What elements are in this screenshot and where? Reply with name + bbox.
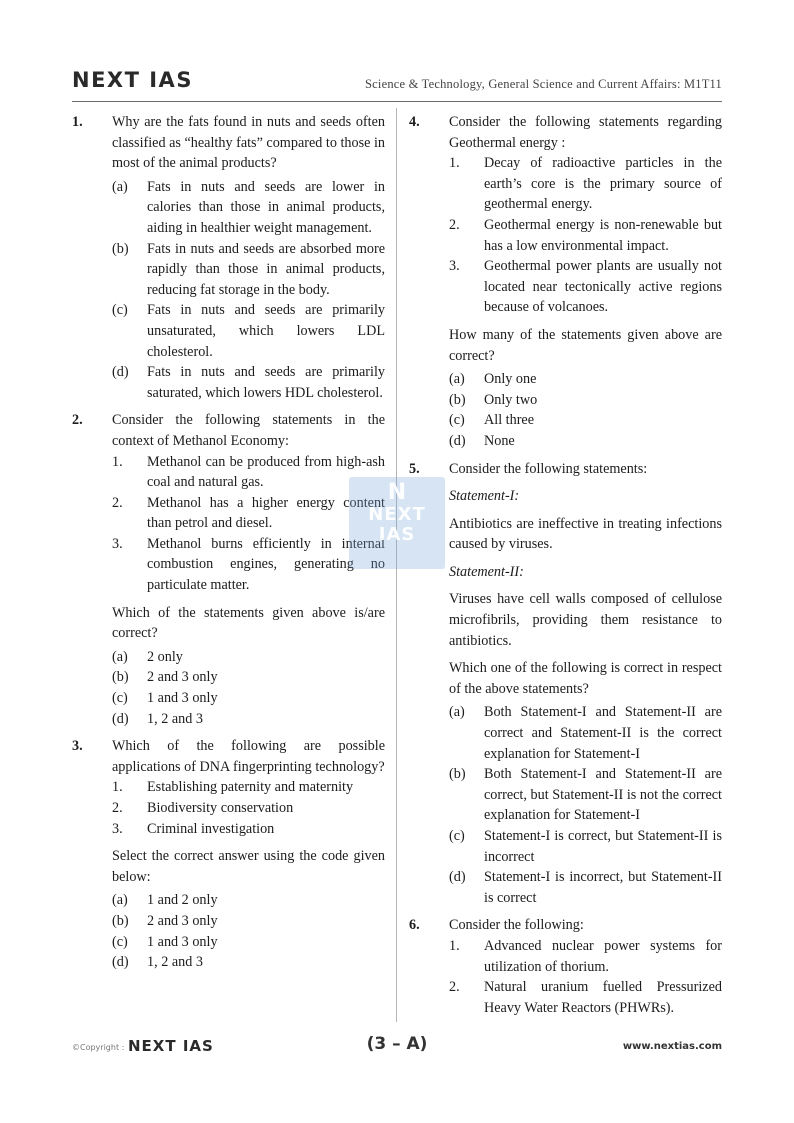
option-b: (b) 2 and 3 only (112, 912, 218, 929)
statement-1: 1. Advanced nuclear power systems for utilization of thorium. (449, 937, 722, 975)
question-number: 6. (409, 917, 420, 934)
option-a: (a) Fats in nuts and seeds are lower in calories than those in animal products, aiding in healthier weight management. (112, 178, 385, 236)
option-a: (a) 2 only (112, 648, 183, 665)
website-link[interactable]: www.nextias.com (622, 1041, 722, 1052)
page-number: (3 – A) (366, 1034, 428, 1054)
footer-logo: NEXT IAS (128, 1037, 214, 1055)
option-list (112, 177, 385, 404)
page-header (72, 68, 722, 98)
option-c: (c) 1 and 3 only (112, 690, 218, 707)
question-5 (409, 459, 722, 909)
statement-2: 2. Methanol has a higher energy content than petrol and diesel. (112, 494, 385, 532)
statement-1: 1. Methanol can be produced from high-ash coal and natural gas. (112, 453, 385, 491)
statement-2: 2. Natural uranium fuelled Pressurized Heavy Water Reactors (PHWRs). (449, 979, 722, 1016)
option-d: (d) 1, 2 and 3 (112, 710, 203, 727)
option-d: (d) Fats in nuts and seeds are primarily saturated, which lowers HDL cholesterol. (112, 364, 385, 401)
statement-2: 2. Geothermal energy is non-renewable but has a low environmental impact. (449, 216, 722, 254)
question-prompt: Which of the statements given above is/are correct? (112, 604, 385, 642)
question-number: 4. (409, 114, 420, 130)
statement-3: 3. Geothermal power plants are usually not located near tectonically active regions because of volcanoes. (449, 258, 722, 316)
option-a: (a) 1 and 2 only (112, 892, 218, 909)
column-divider (396, 108, 397, 1022)
question-text: Consider the following: (449, 917, 584, 934)
option-b: (b) Fats in nuts and seeds are absorbed more rapidly than those in animal products, reducing fat storage in the body. (112, 240, 385, 298)
option-a: (a) Both Statement-I and Statement-II are correct and Statement-II is the correct explanation for Statement-I (449, 704, 722, 762)
question-3 (72, 736, 385, 973)
option-d: (d) None (449, 432, 515, 449)
statement-1: 1. Decay of radioactive particles in the earth’s core is the primary source of geothermal energy. (449, 155, 722, 213)
option-list (449, 702, 722, 908)
question-prompt: How many of the statements given above are correct? (449, 326, 722, 364)
option-c: (c) Statement-I is correct, but Statement-II is incorrect (449, 828, 722, 865)
option-c: (c) Fats in nuts and seeds are primarily unsaturated, which lowers LDL cholesterol. (112, 302, 385, 360)
copyright-text: ©Copyright : (72, 1043, 125, 1052)
option-list (449, 369, 722, 451)
statement-3: 3. Criminal investigation (112, 820, 275, 837)
option-d: (d) 1, 2 and 3 (112, 954, 203, 971)
question-2 (72, 410, 385, 729)
statement-2-text: Viruses have cell walls composed of cellulose microfibrils, providing them resistance to antibiotics. (449, 591, 722, 649)
question-number: 3. (72, 738, 83, 755)
question-6 (409, 915, 722, 1018)
question-1 (72, 112, 385, 403)
option-c: (c) 1 and 3 only (112, 933, 218, 950)
option-b: (b) 2 and 3 only (112, 669, 218, 686)
question-number: 2. (72, 412, 83, 429)
question-prompt: Which one of the following is correct in respect of the above statements? (449, 660, 722, 697)
question-prompt: Select the correct answer using the code given below: (112, 848, 385, 885)
option-d: (d) Statement-I is incorrect, but Statement-II is correct (449, 869, 722, 906)
option-list (112, 890, 385, 972)
question-number: 5. (409, 460, 420, 477)
statement-1: 1. Establishing paternity and maternity (112, 779, 354, 796)
watermark-logo: N NEXT IAS (349, 477, 445, 569)
statement-list (112, 777, 385, 839)
statement-list (449, 153, 722, 318)
question-text: Consider the following statements in the context of Methanol Economy: (112, 412, 385, 449)
question-text: Why are the fats found in nuts and seeds often classified as “healthy fats” compared to those in most of the animal products? (112, 114, 386, 172)
header-rule (72, 101, 722, 102)
option-b: (b) Only two (449, 391, 538, 408)
statement-1-label: Statement-I: (449, 488, 520, 505)
question-text: Which of the following are possible applications of DNA fingerprinting technology? (112, 738, 385, 775)
brand-logo: NEXT IAS (72, 68, 193, 92)
statement-1-text: Antibiotics are ineffective in treating infections caused by viruses. (449, 515, 722, 553)
left-column (72, 112, 385, 980)
option-list (112, 647, 385, 729)
option-b: (b) Both Statement-I and Statement-II are correct, but Statement-II is not the correct explanation for Statement-I (449, 766, 722, 824)
question-text: Consider the following statements regarding Geothermal energy : (449, 114, 722, 151)
statement-2-label: Statement-II: (449, 563, 524, 580)
right-column (409, 112, 722, 1025)
option-a: (a) Only one (449, 371, 537, 388)
question-number: 1. (72, 114, 83, 130)
option-c: (c) All three (449, 412, 535, 429)
statement-list (112, 452, 385, 596)
statement-list (449, 936, 722, 1018)
statement-3: 3. Methanol burns efficiently in internal combustion engines, generating no particulate matter. (112, 535, 385, 594)
question-4 (409, 112, 722, 452)
statement-2: 2. Biodiversity conservation (112, 800, 294, 816)
page-footer (72, 1033, 722, 1063)
question-text: Consider the following statements: (449, 460, 648, 477)
header-subject: Science & Technology, General Science and Current Affairs: M1T11 (365, 77, 722, 91)
